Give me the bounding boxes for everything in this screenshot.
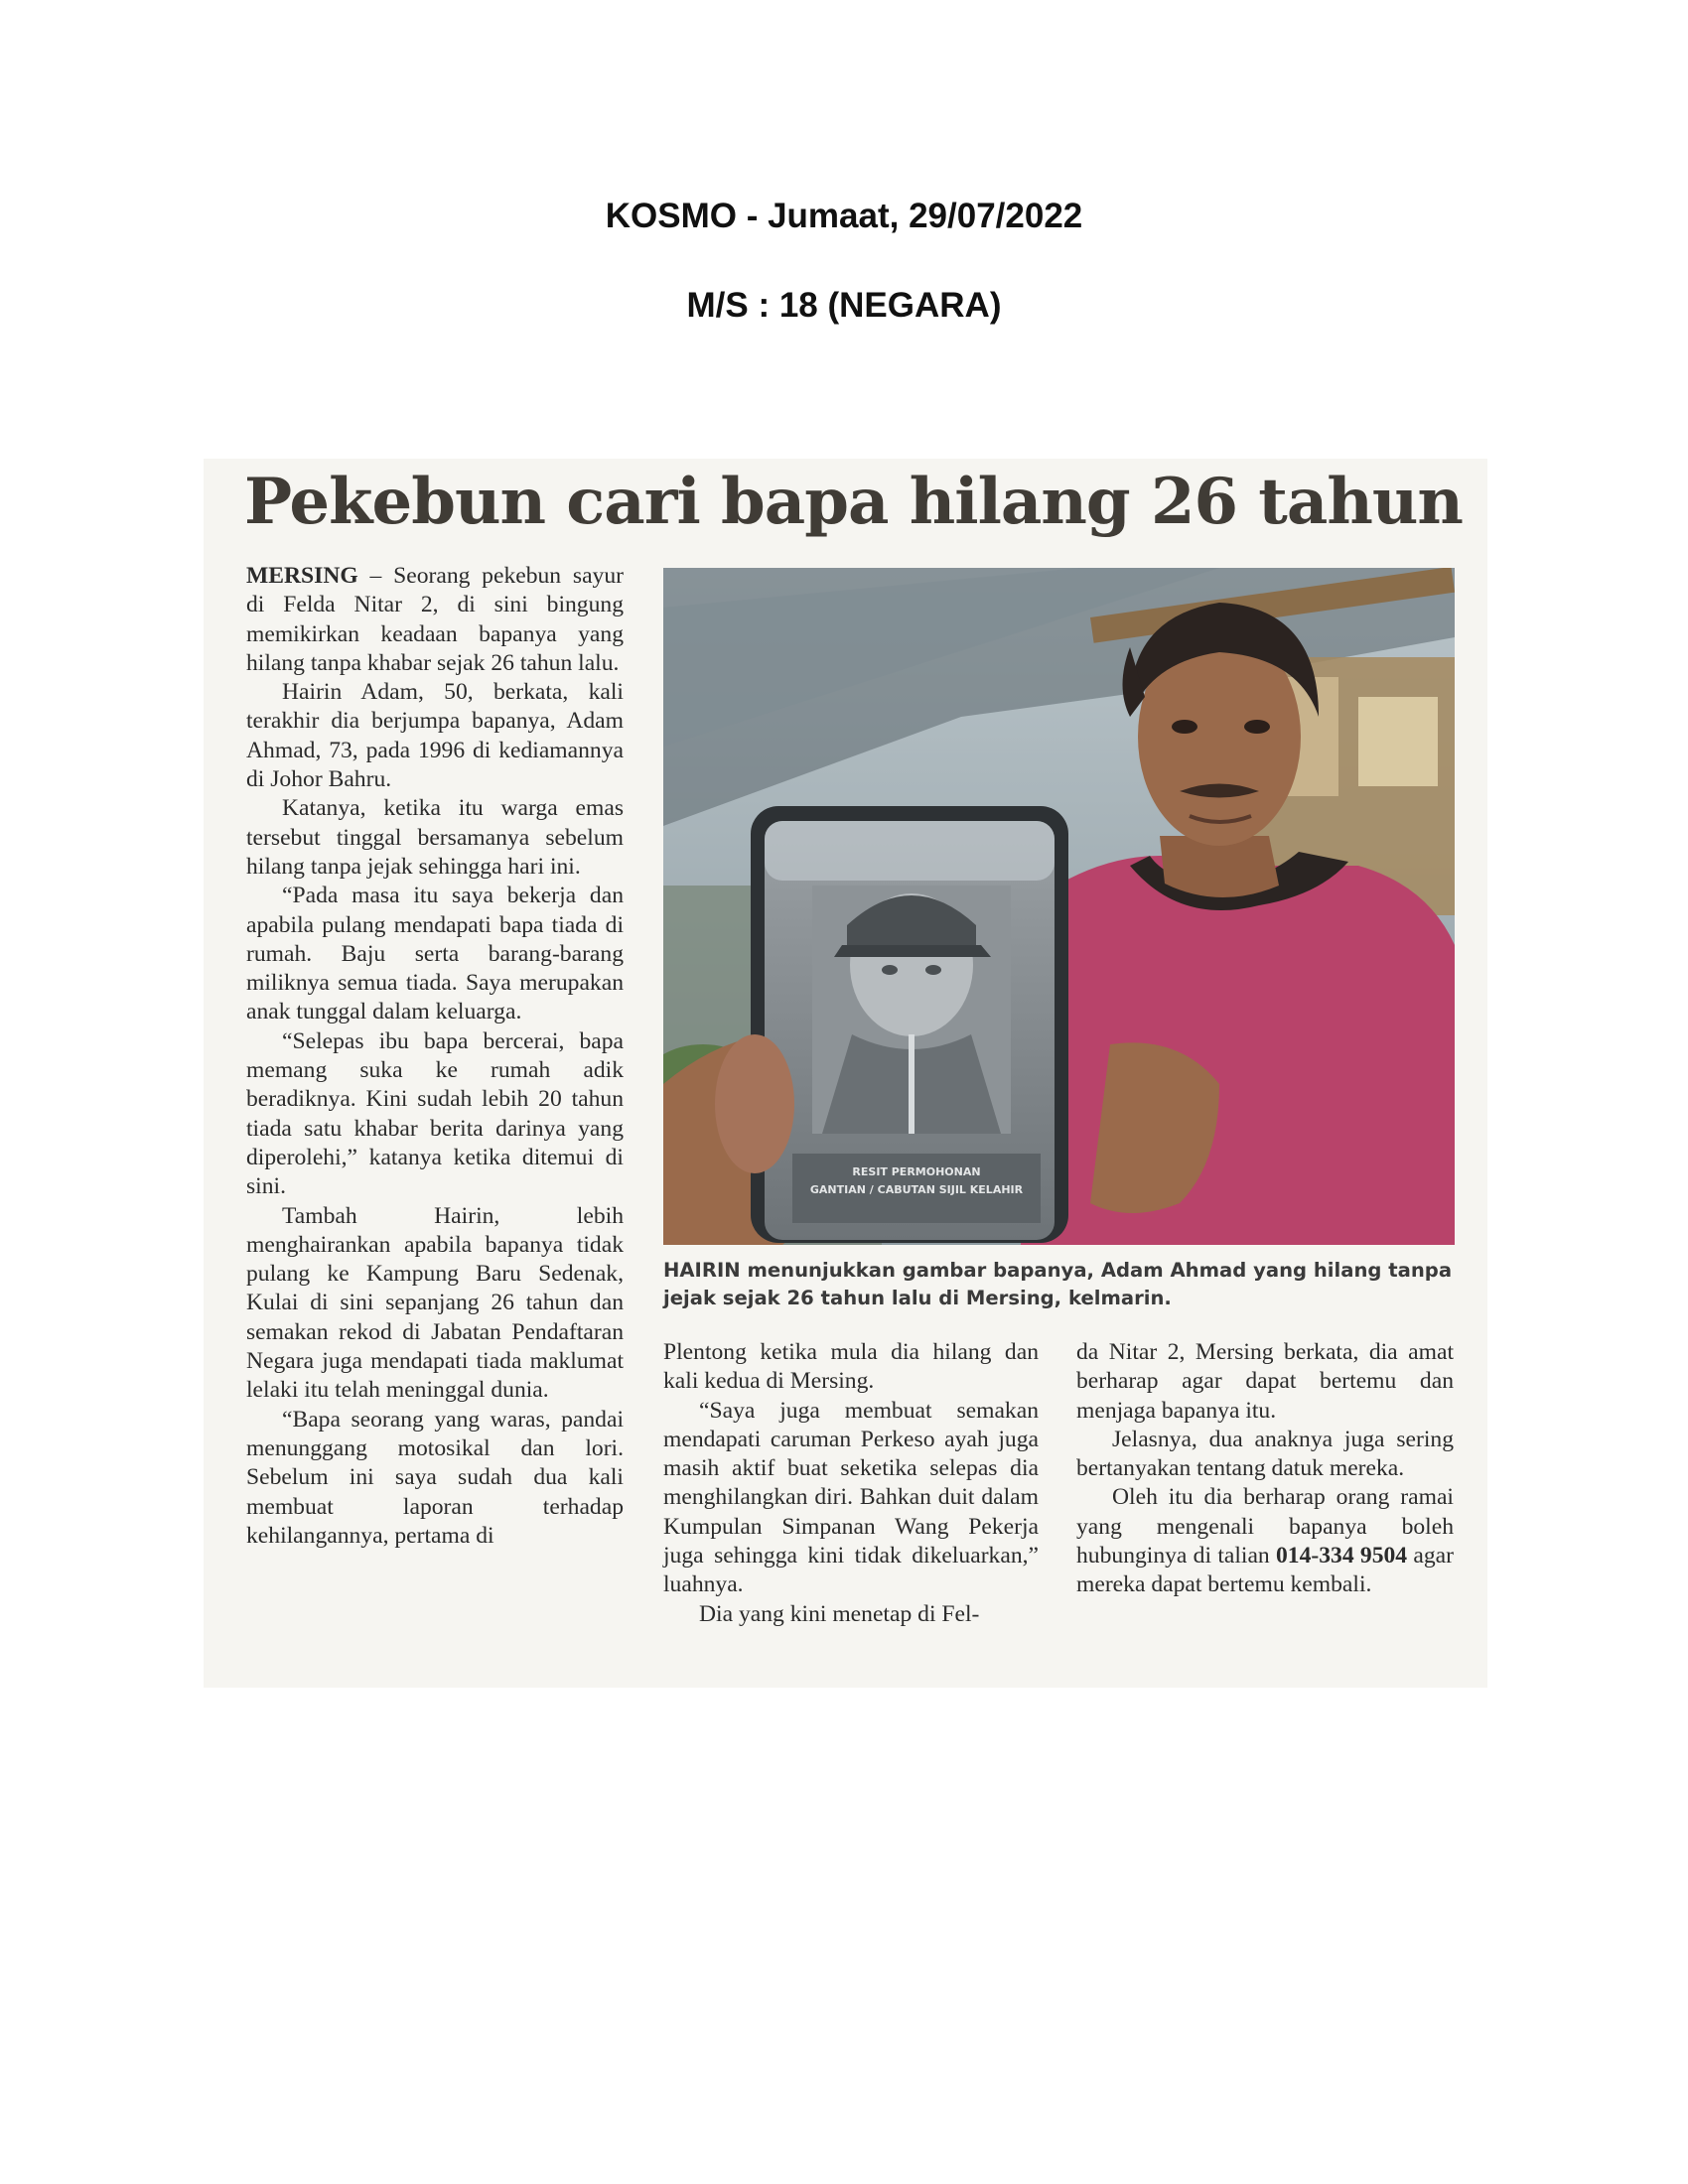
article-column-2 — [663, 1338, 1039, 1629]
dateline: MERSING — [246, 563, 358, 589]
paragraph-6: Tambah Hairin, lebih menghairankan apabila bapanya tidak pulang ke Kampung Baru Sedenak, Kulai di sini sepanjang 26 tahun dan semakan rekod di Jabatan Pendaftaran Negara juga mendapati tiada maklumat lelaki itu telah meninggal dunia. — [246, 1202, 624, 1404]
paragraph-13-text-end: agar mereka dapat bertemu kembali. — [1076, 1543, 1454, 1598]
photo-illustration — [663, 568, 1455, 1245]
article-column-1 — [246, 562, 624, 1551]
svg-text:GANTIAN / CABUTAN SIJIL KELAHI: GANTIAN / CABUTAN SIJIL KELAHIR — [809, 1183, 1024, 1196]
paragraph-8: Plentong ketika mula dia hilang dan kali kedua di Mersing. — [663, 1339, 1039, 1395]
article-photo — [663, 568, 1455, 1245]
article-column-3 — [1076, 1338, 1454, 1600]
paragraph-2: Hairin Adam, 50, berkata, kali terakhir dia berjumpa bapanya, Adam Ahmad, 73, pada 1996 di kediamannya di Johor Bahru. — [246, 679, 624, 793]
paragraph-1-text: – Seorang pekebun sayur di Felda Nitar 2, di sini bingung memikirkan keadaan bapanya yang hilang tanpa khabar sejak 26 tahun lalu. — [246, 563, 624, 676]
header-page-section: M/S : 18 (NEGARA) — [686, 286, 1002, 325]
photo-caption: HAIRIN menunjukkan gambar bapanya, Adam Ahmad yang hilang tanpa jejak sejak 26 tahun lalu di Mersing, kelmarin. — [663, 1259, 1453, 1309]
header-publication-date: KOSMO - Jumaat, 29/07/2022 — [605, 197, 1083, 235]
contact-phone-number: 014-334 9504 — [1276, 1543, 1408, 1570]
paragraph-4: “Pada masa itu saya bekerja dan apabila pulang mendapati bapa tiada di rumah. Baju serta barang-barang miliknya semua tiada. Saya merupakan anak tunggal dalam keluarga. — [246, 883, 624, 1025]
paragraph-7: “Bapa seorang yang waras, pandai menunggang motosikal dan lori. Sebelum ini saya sudah dua kali membuat laporan terhadap kehilangannya, pertama di — [246, 1406, 624, 1549]
paragraph-13-text: Oleh itu dia berharap orang ramai yang mengenali bapanya boleh hubunginya di talian — [1076, 1484, 1454, 1570]
paragraph-13 — [1076, 1483, 1454, 1599]
paragraph-1 — [246, 562, 624, 678]
paragraph-9: “Saya juga membuat semakan mendapati caruman Perkeso ayah juga masih aktif buat seketika selepas dia menghilangkan diri. Bahkan duit dalam Kumpulan Simpanan Wang Pekerja juga sehingga kini tidak dikeluarkan,” luahnya. — [663, 1397, 1039, 1598]
paragraph-5: “Selepas ibu bapa bercerai, bapa memang suka ke rumah adik beradiknya. Kini sudah lebih 20 tahun tiada satu khabar berita darinya yang diperolehi,” katanya ketika ditemui di sini. — [246, 1027, 624, 1200]
paragraph-3: Katanya, ketika itu warga emas tersebut tinggal bersamanya sebelum hilang tanpa jejak sehingga hari ini. — [246, 795, 624, 880]
paragraph-12: Jelasnya, dua anaknya juga sering bertanyakan tentang datuk mereka. — [1076, 1426, 1454, 1482]
paragraph-10: Dia yang kini menetap di Fel- — [699, 1600, 980, 1627]
svg-text:RESIT PERMOHONAN: RESIT PERMOHONAN — [852, 1165, 981, 1178]
article-headline: Pekebun cari bapa hilang 26 tahun — [244, 465, 1463, 539]
paragraph-11: da Nitar 2, Mersing berkata, dia amat berharap agar dapat bertemu dan menjaga bapanya itu. — [1076, 1339, 1454, 1424]
